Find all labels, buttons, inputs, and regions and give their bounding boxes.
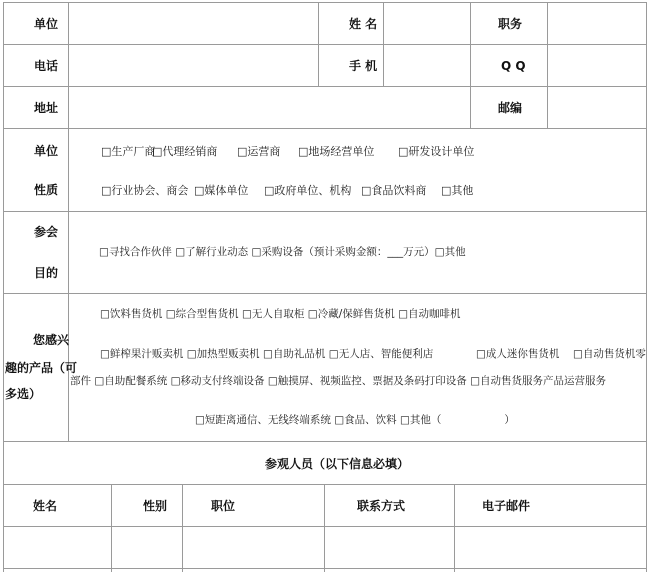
title-label: 职务: [498, 17, 523, 31]
visitor-contact-field[interactable]: [326, 528, 453, 568]
unit-type-label-1: 单位: [34, 144, 59, 158]
products-options-line-2[interactable]: □鲜榨果汁贩卖机 □加热型贩卖机 □自助礼品机 □无人店、智能便利店: [100, 348, 434, 360]
unit-type-option[interactable]: □食品饮料商: [361, 184, 427, 197]
col-name: 姓名: [33, 499, 58, 513]
products-label-3: 多选）: [5, 387, 42, 401]
unit-type-option[interactable]: □地场经营单位: [298, 145, 375, 158]
unit-type-option[interactable]: □媒体单位: [194, 184, 249, 197]
purpose-options[interactable]: □寻找合作伙伴 □了解行业动态 □采购设备（预计采购金额：___万元）□其他: [99, 246, 466, 258]
products-option[interactable]: □成人迷你售货机: [476, 348, 560, 360]
title-field[interactable]: [549, 4, 645, 43]
grid-line: [470, 2, 471, 128]
unit-type-option[interactable]: □运营商: [237, 145, 281, 158]
grid-line: [324, 484, 325, 572]
unit-type-option[interactable]: □政府单位、机构: [264, 184, 352, 197]
grid-line: [3, 293, 647, 294]
address-label: 地址: [34, 101, 59, 115]
grid-line: [646, 2, 647, 572]
unit-type-option[interactable]: □其他: [441, 184, 474, 197]
col-email: 电子邮件: [482, 499, 531, 513]
unit-type-option[interactable]: □行业协会、商会: [101, 184, 189, 197]
col-contact: 联系方式: [357, 499, 406, 513]
products-options-line-4[interactable]: □短距离通信、无线终端系统 □食品、饮料 □其他（ ）: [195, 414, 515, 426]
postcode-label: 邮编: [498, 101, 523, 115]
grid-line: [547, 2, 548, 128]
grid-line: [3, 2, 647, 3]
qq-field[interactable]: [549, 46, 645, 85]
visitor-gender-field[interactable]: [113, 528, 181, 568]
name-label: 姓 名: [349, 17, 378, 31]
grid-line: [318, 2, 319, 86]
grid-line: [3, 526, 647, 527]
grid-line: [182, 484, 183, 572]
products-label-1: 您感兴: [33, 333, 70, 347]
products-option[interactable]: □自动售货机零: [573, 348, 646, 360]
grid-line: [3, 211, 647, 212]
mobile-field[interactable]: [385, 46, 469, 85]
grid-line: [3, 441, 647, 442]
unit-label: 单位: [34, 17, 59, 31]
grid-line: [454, 484, 455, 572]
phone-label: 电话: [34, 59, 59, 73]
visitors-header: 参观人员（以下信息必填）: [265, 457, 410, 471]
col-gender: 性别: [143, 499, 168, 513]
unit-field[interactable]: [70, 4, 317, 43]
visitor-email-field[interactable]: [456, 528, 645, 568]
visitor-name-field[interactable]: [5, 528, 110, 568]
grid-line: [3, 44, 647, 45]
name-field[interactable]: [385, 4, 469, 43]
products-options-line-3[interactable]: 部件 □自助配餐系统 □移动支付终端设备 □触摸屏、视频监控、票据及条码打印设备 □自动售货服务产品运营服务: [70, 375, 607, 387]
unit-type-option[interactable]: □生产厂商: [101, 145, 156, 158]
phone-field[interactable]: [70, 46, 317, 85]
unit-type-option[interactable]: □研发设计单位: [398, 145, 475, 158]
qq-label: Q Q: [501, 59, 526, 73]
grid-line: [3, 86, 647, 87]
grid-line: [3, 484, 647, 485]
unit-type-option[interactable]: □代理经销商: [152, 145, 218, 158]
visitor-position-field[interactable]: [184, 528, 323, 568]
grid-line: [383, 2, 384, 86]
purpose-label-2: 目的: [34, 266, 59, 280]
grid-line: [3, 128, 647, 129]
col-position: 职位: [211, 499, 236, 513]
mobile-label: 手 机: [349, 59, 378, 73]
products-options-line-1[interactable]: □饮料售货机 □综合型售货机 □无人自取柜 □冷藏/保鲜售货机 □自动咖啡机: [100, 308, 461, 320]
postcode-field[interactable]: [549, 88, 645, 127]
purpose-label-1: 参会: [34, 225, 59, 239]
address-field[interactable]: [70, 88, 469, 127]
grid-line: [111, 484, 112, 572]
unit-type-label-2: 性质: [34, 183, 59, 197]
products-label-2: 趣的产品（可: [5, 361, 78, 375]
grid-line: [3, 568, 647, 569]
grid-line: [3, 2, 4, 572]
